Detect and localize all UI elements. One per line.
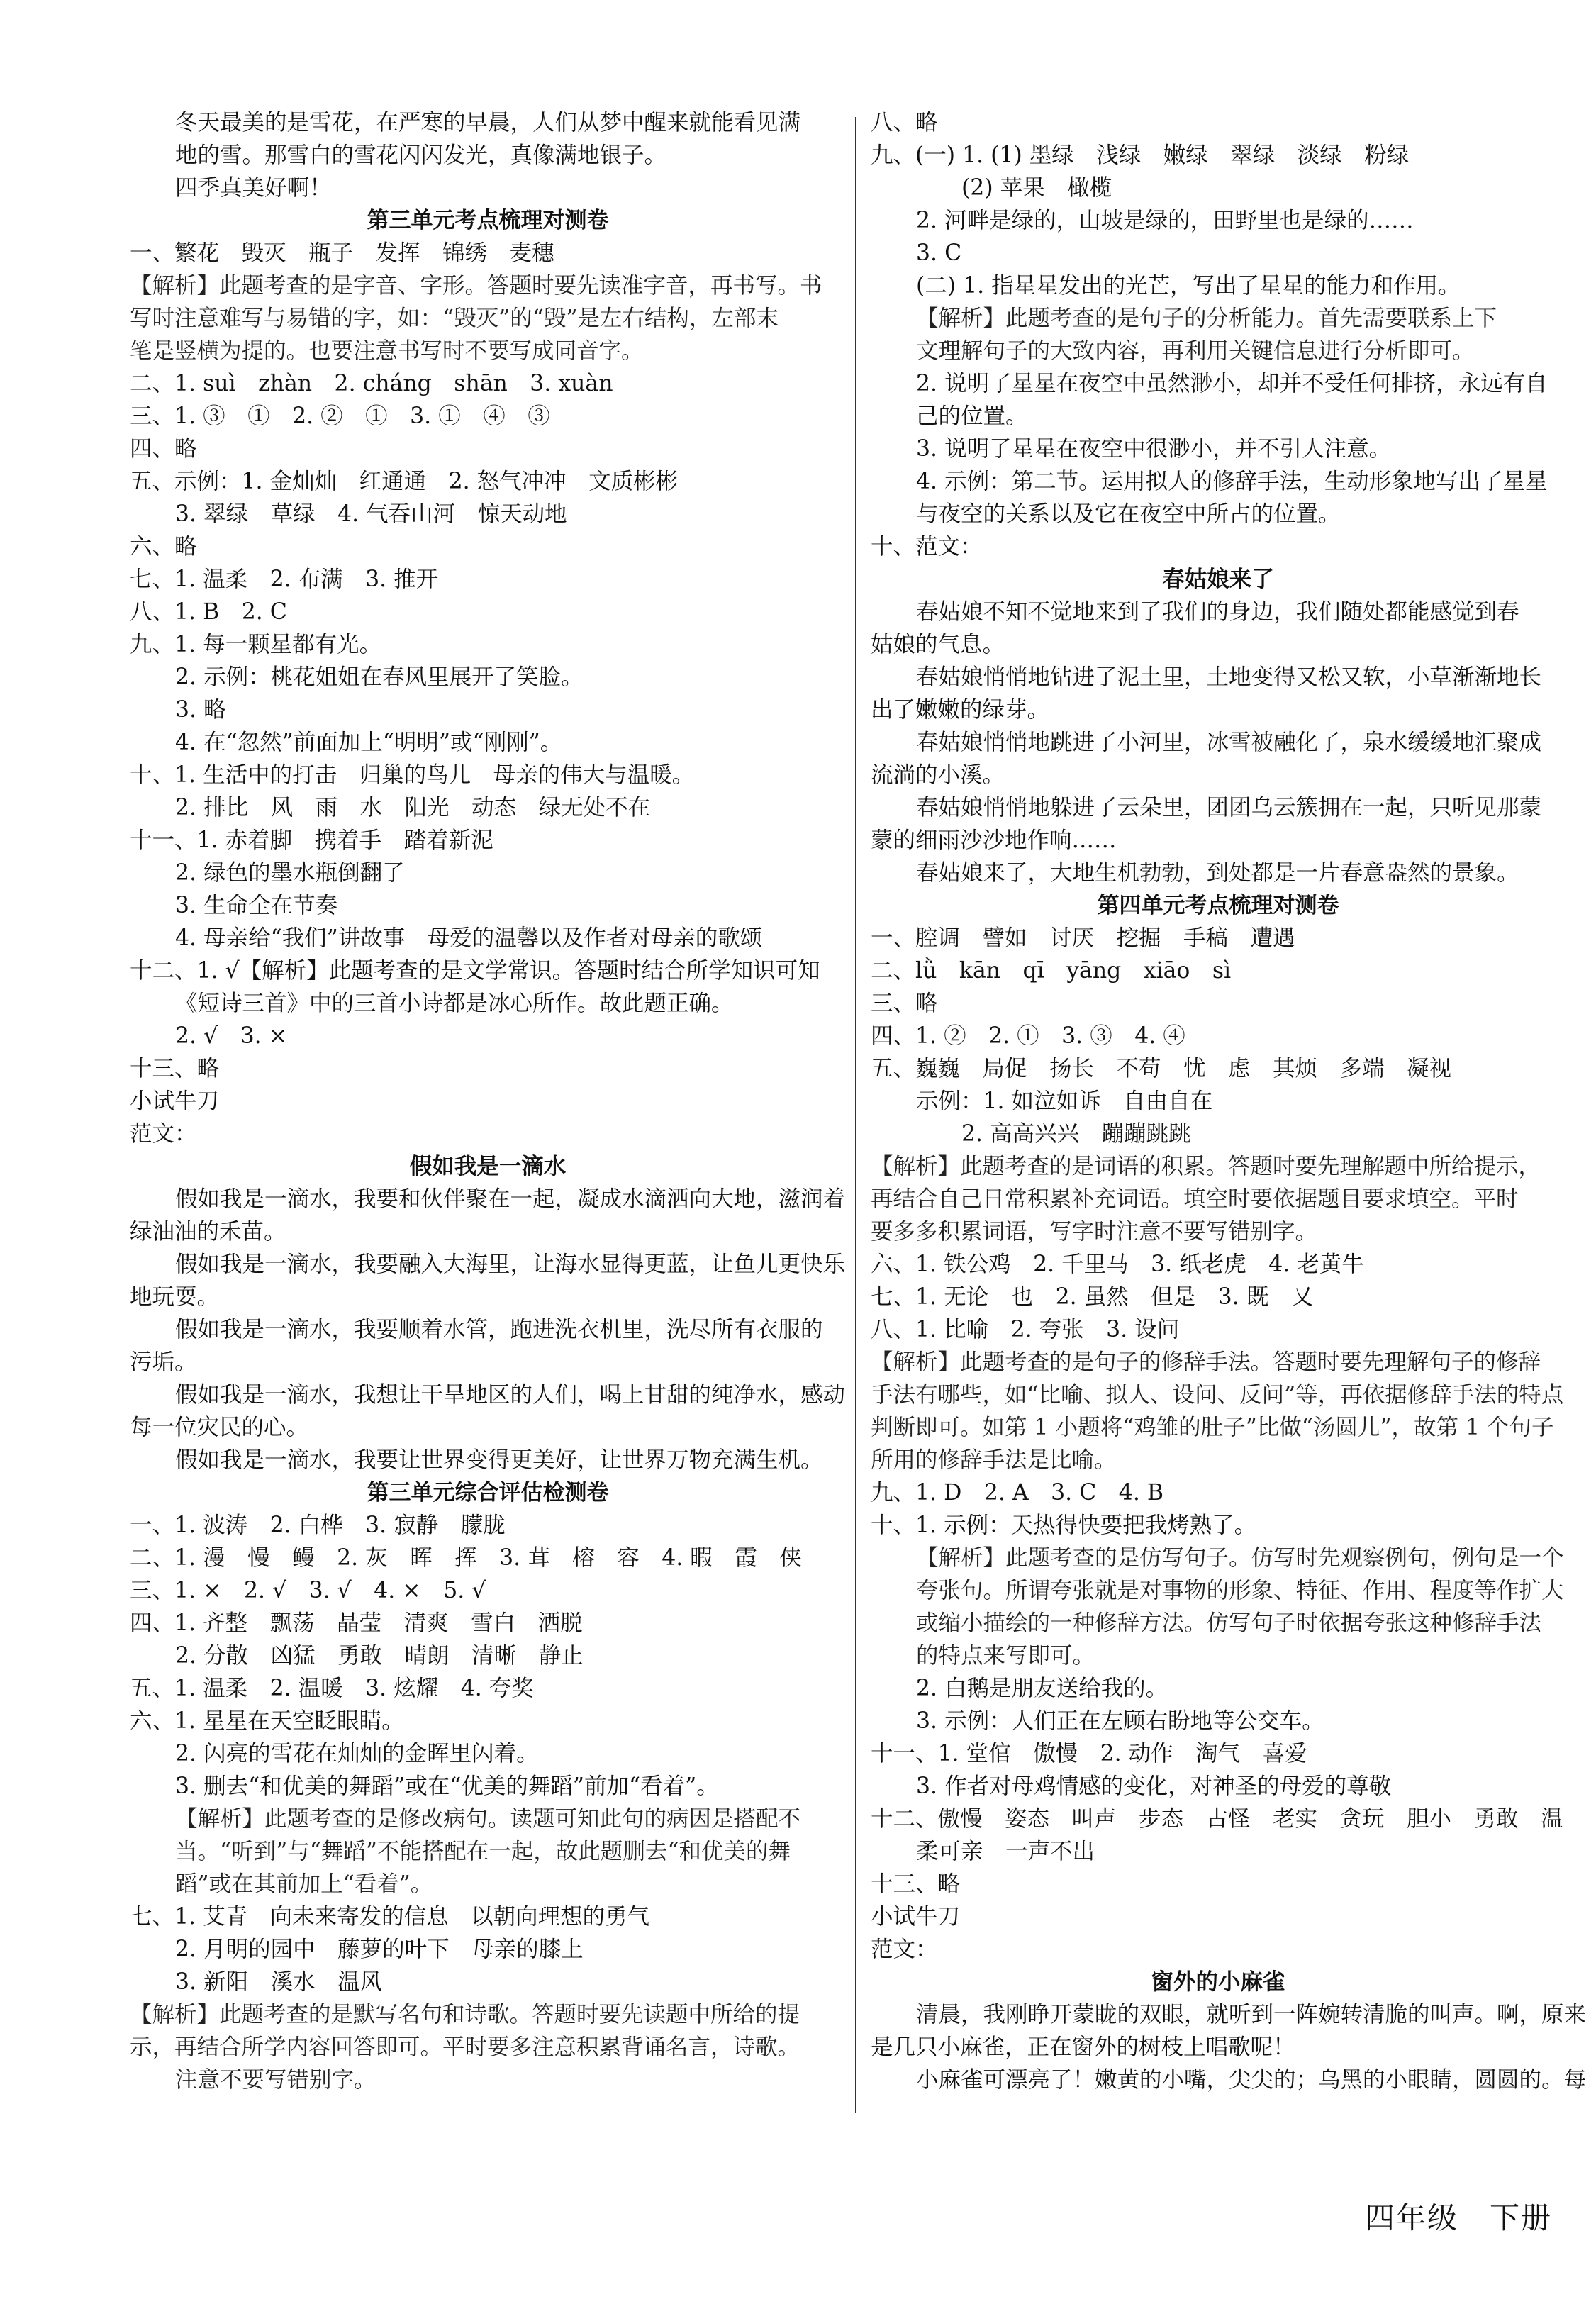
text-line: 判断即可。如第 1 小题将“鸡雏的肚子”比做“汤圆儿”，故第 1 个句子 (871, 1415, 1554, 1440)
text-line: 或缩小描绘的一种修辞方法。仿写句子时依据夸张这种修辞手法 (916, 1610, 1542, 1636)
text-line: 柔可亲 一声不出 (916, 1839, 1095, 1864)
text-line: 清晨，我刚睁开蒙眬的双眼，就听到一阵婉转清脆的叫声。啊，原来 (916, 2002, 1587, 2027)
text-line: 六、略 (130, 534, 197, 560)
text-line: 2. 闪亮的雪花在灿灿的金晖里闪着。 (175, 1741, 539, 1766)
text-line: 春姑娘来了，大地生机勃勃，到处都是一片春意盎然的景象。 (916, 860, 1519, 886)
text-line: 蹈”或在其前加上“看着”。 (175, 1871, 433, 1897)
text-line: 四、略 (130, 436, 197, 462)
right-column (871, 106, 1587, 2096)
text-line: 范文： (871, 1937, 938, 1962)
text-line: 文理解句子的大致内容，再利用关键信息进行分析即可。 (916, 338, 1475, 364)
text-line: 小试牛刀 (871, 1904, 961, 1930)
text-line: 【解析】此题考查的是词语的积累。答题时要先理解题中所给提示， (871, 1154, 1541, 1179)
text-line: 一、1. 波涛 2. 白桦 3. 寂静 朦胧 (130, 1513, 506, 1538)
text-line: 九、1. 每一颗星都有光。 (130, 632, 382, 657)
text-line: 【解析】此题考查的是默写名句和诗歌。答题时要先读题中所给的提 (130, 2002, 800, 2027)
text-line: 九、(一) 1. (1) 墨绿 浅绿 嫩绿 翠绿 淡绿 粉绿 (871, 143, 1410, 168)
text-line: 七、1. 艾青 向未来寄发的信息 以朝向理想的勇气 (130, 1904, 650, 1930)
text-line: 所用的修辞手法是比喻。 (871, 1447, 1117, 1473)
text-line: 【解析】此题考查的是仿写句子。仿写时先观察例句，例句是一个 (916, 1545, 1564, 1571)
text-line: 3. 略 (175, 697, 226, 723)
section-heading: 第三单元考点梳理对测卷 (367, 208, 609, 233)
text-line: 是几只小麻雀，正在窗外的树枝上唱歌呢！ (871, 2034, 1295, 2060)
text-line: 十三、略 (130, 1056, 220, 1081)
text-line: 四季真美好啊！ (175, 175, 332, 201)
text-line: 春姑娘悄悄地跳进了小河里，冰雪被融化了，泉水缓缓地汇聚成 (916, 730, 1542, 755)
text-line: 十二、1. √【解析】此题考查的是文学常识。答题时结合所学知识可知 (130, 958, 820, 984)
text-line: 冬天最美的是雪花，在严寒的早晨，人们从梦中醒来就能看见满 (175, 110, 801, 135)
text-line: 小试牛刀 (130, 1089, 220, 1114)
text-line: 2. 分散 凶猛 勇敢 晴朗 清晰 静止 (175, 1643, 584, 1669)
text-line: 六、1. 铁公鸡 2. 千里马 3. 纸老虎 4. 老黄牛 (871, 1252, 1364, 1277)
text-line: 三、1. × 2. √ 3. √ 4. × 5. √ (130, 1578, 486, 1603)
text-line: 十二、傲慢 姿态 叫声 步态 古怪 老实 贪玩 胆小 勇敢 温 (871, 1806, 1563, 1832)
text-line: 2. 白鹅是朋友送给我的。 (916, 1676, 1168, 1701)
text-line: 与夜空的关系以及它在夜空中所占的位置。 (916, 501, 1341, 527)
text-line: 春姑娘悄悄地躲进了云朵里，团团乌云簇拥在一起，只听见那蒙 (916, 795, 1542, 820)
text-line: 的特点来写即可。 (916, 1643, 1095, 1669)
text-line: 二、lǜ kān qī yāng xiāo sì (871, 958, 1232, 984)
text-line: 3. 删去“和优美的舞蹈”或在“优美的舞蹈”前加“看着”。 (175, 1774, 719, 1799)
text-line: 五、1. 温柔 2. 温暖 3. 炫耀 4. 夸奖 (130, 1676, 534, 1701)
essay-title: 春姑娘来了 (1162, 566, 1274, 592)
text-line: 流淌的小溪。 (871, 762, 1005, 788)
text-line: 《短诗三首》中的三首小诗都是冰心所作。故此题正确。 (175, 991, 734, 1016)
text-line: 一、腔调 譬如 讨厌 挖掘 手稿 遭遇 (871, 925, 1295, 951)
text-line: 4. 示例：第二节。运用拟人的修辞手法，生动形象地写出了星星 (916, 469, 1548, 494)
text-line: 【解析】此题考查的是句子的修辞手法。答题时要先理解句子的修辞 (871, 1349, 1541, 1375)
column-divider (855, 117, 856, 2113)
text-line: 假如我是一滴水，我想让干旱地区的人们，喝上甘甜的纯净水，感动 (175, 1382, 846, 1408)
text-line: 八、略 (871, 110, 938, 135)
text-line: 一、繁花 毁灭 瓶子 发挥 锦绣 麦穗 (130, 240, 554, 266)
text-line: 4. 在“忽然”前面加上“明明”或“刚刚”。 (175, 730, 563, 755)
text-line: 示例：1. 如泣如诉 自由自在 (916, 1089, 1213, 1114)
text-line: 八、1. 比喻 2. 夸张 3. 设问 (871, 1317, 1180, 1342)
text-line: 污垢。 (130, 1349, 197, 1375)
text-line: 地玩耍。 (130, 1284, 220, 1310)
text-line: 3. 说明了星星在夜空中很渺小，并不引人注意。 (916, 436, 1392, 462)
text-line: 七、1. 温柔 2. 布满 3. 推开 (130, 567, 439, 592)
text-line: 写时注意难写与易错的字，如：“毁灭”的“毁”是左右结构，左部末 (130, 306, 779, 331)
text-line: 2. 说明了星星在夜空中虽然渺小，却并不受任何排挤，永远有自 (916, 371, 1548, 396)
text-line: 3. 生命全在节奏 (175, 893, 338, 918)
section-heading: 第四单元考点梳理对测卷 (1097, 893, 1339, 918)
text-line: 十、范文： (871, 534, 983, 560)
text-line: 范文： (130, 1121, 197, 1147)
text-line: 【解析】此题考查的是字音、字形。答题时要先读准字音，再书写。书 (130, 273, 822, 299)
text-line: 假如我是一滴水，我要和伙伴聚在一起，凝成水滴洒向大地，滋润着 (175, 1186, 846, 1212)
text-line: 小麻雀可漂亮了！嫩黄的小嘴，尖尖的；乌黑的小眼睛，圆圆的。每 (916, 2067, 1587, 2093)
text-line: 春姑娘不知不觉地来到了我们的身边，我们随处都能感觉到春 (916, 599, 1519, 625)
text-line: 假如我是一滴水，我要融入大海里，让海水显得更蓝，让鱼儿更快乐 (175, 1252, 846, 1277)
text-line: 十一、1. 赤着脚 携着手 踏着新泥 (130, 828, 493, 853)
text-line: 注意不要写错别字。 (175, 2067, 376, 2093)
text-line: 2. 示例：桃花姐姐在春风里展开了笑脸。 (175, 664, 584, 690)
text-line: 2. 绿色的墨水瓶倒翻了 (175, 860, 405, 886)
essay-title: 假如我是一滴水 (409, 1153, 567, 1179)
text-line: 手法有哪些，如“比喻、拟人、设问、反问”等，再依据修辞手法的特点 (871, 1382, 1564, 1408)
text-line: 笔是竖横为提的。也要注意书写时不要写成同音字。 (130, 338, 644, 364)
section-heading: 第三单元综合评估检测卷 (367, 1480, 609, 1505)
text-line: 3. 作者对母鸡情感的变化，对神圣的母爱的尊敬 (916, 1774, 1392, 1799)
text-line: 十、1. 生活中的打击 归巢的鸟儿 母亲的伟大与温暖。 (130, 762, 695, 788)
text-line: 【解析】此题考查的是修改病句。读题可知此句的病因是搭配不 (175, 1806, 801, 1832)
text-line: 2. 月明的园中 藤萝的叶下 母亲的膝上 (175, 1937, 584, 1962)
text-line: 六、1. 星星在天空眨眼睛。 (130, 1708, 404, 1734)
text-line: 每一位灾民的心。 (130, 1415, 309, 1440)
essay-title: 窗外的小麻雀 (1151, 1969, 1285, 1995)
footer-grade: 四年级 (1365, 2200, 1459, 2235)
text-line: 二、1. suì zhàn 2. cháng shān 3. xuàn (130, 371, 613, 396)
text-line: (2) 苹果 橄榄 (961, 175, 1112, 201)
page-footer (1365, 2195, 1583, 2237)
text-line: 假如我是一滴水，我要顺着水管，跑进洗衣机里，洗尽所有衣服的 (175, 1317, 823, 1342)
text-line: 二、1. 漫 慢 鳗 2. 灰 晖 挥 3. 茸 榕 容 4. 暇 霞 侠 (130, 1545, 802, 1571)
text-line: 假如我是一滴水，我要让世界变得更美好，让世界万物充满生机。 (175, 1447, 823, 1473)
text-line: 八、1. B 2. C (130, 599, 287, 625)
text-line: 3. 翠绿 草绿 4. 气吞山河 惊天动地 (175, 501, 567, 527)
text-line: 要多多积累词语，写字时注意不要写错别字。 (871, 1219, 1318, 1245)
text-line: 三、1. ③ ① 2. ② ① 3. ① ④ ③ (130, 403, 550, 429)
text-line: 示，再结合所学内容回答即可。平时要多注意积累背诵名言，诗歌。 (130, 2034, 800, 2060)
text-line: 出了嫩嫩的绿芽。 (871, 697, 1050, 723)
text-line: 蒙的细雨沙沙地作响…… (871, 828, 1117, 853)
text-line: 十、1. 示例：天热得快要把我烤熟了。 (871, 1513, 1257, 1538)
text-line: 九、1. D 2. A 3. C 4. B (871, 1480, 1164, 1505)
text-line: 七、1. 无论 也 2. 虽然 但是 3. 既 又 (871, 1284, 1314, 1310)
text-line: 3. C (916, 240, 962, 266)
text-line: 2. 排比 风 雨 水 阳光 动态 绿无处不在 (175, 795, 651, 820)
text-line: 己的位置。 (916, 403, 1028, 429)
text-line: 2. 高高兴兴 蹦蹦跳跳 (961, 1121, 1191, 1147)
text-line: 五、巍巍 局促 扬长 不苟 忧 虑 其烦 多端 凝视 (871, 1056, 1452, 1081)
text-line: 五、示例：1. 金灿灿 红通通 2. 怒气冲冲 文质彬彬 (130, 469, 679, 494)
text-line: 3. 新阳 溪水 温风 (175, 1969, 383, 1995)
text-line: 再结合自己日常积累补充词语。填空时要依据题目要求填空。平时 (871, 1186, 1519, 1212)
text-line: 姑娘的气息。 (871, 632, 1005, 657)
text-line: 十一、1. 堂倌 傲慢 2. 动作 淘气 喜爱 (871, 1741, 1307, 1766)
text-line: 【解析】此题考查的是句子的分析能力。首先需要联系上下 (916, 306, 1497, 331)
text-line: 四、1. ② 2. ① 3. ③ 4. ④ (871, 1023, 1185, 1049)
text-line: 地的雪。那雪白的雪花闪闪发光，真像满地银子。 (175, 143, 667, 168)
text-line: 当。“听到”与“舞蹈”不能搭配在一起，故此题删去“和优美的舞 (175, 1839, 791, 1864)
text-line: 春姑娘悄悄地钻进了泥土里，土地变得又松又软，小草渐渐地长 (916, 664, 1542, 690)
text-line: 夸张句。所谓夸张就是对事物的形象、特征、作用、程度等作扩大 (916, 1578, 1564, 1603)
text-line: 十三、略 (871, 1871, 961, 1897)
text-line: 绿油油的禾苗。 (130, 1219, 286, 1245)
footer-term: 下册 (1490, 2200, 1553, 2235)
left-column (130, 106, 846, 2096)
text-line: (二) 1. 指星星发出的光芒，写出了星星的能力和作用。 (916, 273, 1461, 299)
text-line: 4. 母亲给“我们”讲故事 母爱的温馨以及作者对母亲的歌颂 (175, 925, 763, 951)
text-line: 3. 示例：人们正在左顾右盼地等公交车。 (916, 1708, 1324, 1734)
text-line: 2. √ 3. × (175, 1023, 288, 1049)
text-line: 三、略 (871, 991, 938, 1016)
text-line: 2. 河畔是绿的，山坡是绿的，田野里也是绿的…… (916, 208, 1414, 233)
text-line: 四、1. 齐整 飘荡 晶莹 清爽 雪白 洒脱 (130, 1610, 583, 1636)
